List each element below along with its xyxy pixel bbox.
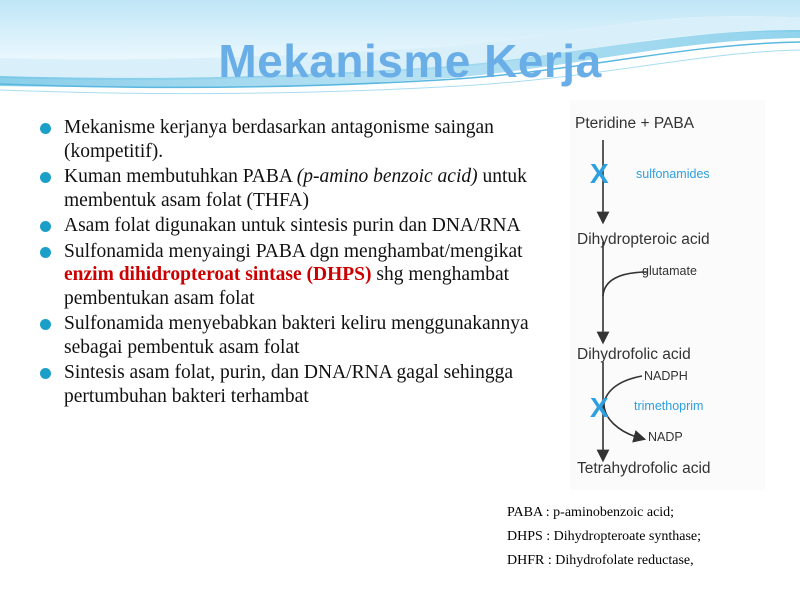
bullet-text: Kuman membutuhkan PABA — [64, 166, 297, 187]
bullet-dot-icon — [40, 123, 51, 134]
bullet-dot-icon — [40, 319, 51, 330]
sulfonamides-label: sulfonamides — [636, 167, 710, 181]
bullet-text: (p-amino benzoic acid) — [296, 166, 478, 187]
nadp-label: NADP — [648, 430, 683, 444]
dihydrofolic-acid-label: Dihydrofolic acid — [577, 346, 691, 363]
bullet-dot-icon — [40, 247, 51, 258]
nadph-label: NADPH — [644, 369, 688, 383]
tetrahydrofolic-acid-label: Tetrahydrofolic acid — [577, 460, 711, 477]
abbreviation-legend — [507, 505, 701, 577]
legend-dhps: DHPS : Dihydropteroate synthase; — [507, 529, 702, 544]
bullet-item — [38, 165, 543, 212]
pteridine-paba-label: Pteridine + PABA — [575, 115, 695, 132]
folate-pathway-diagram — [570, 100, 765, 490]
bullet-dot-icon — [40, 221, 51, 232]
bullet-text: Mekanisme kerjanya berdasarkan antagonisme saingan (kompetitif). — [64, 117, 494, 162]
bullet-item — [38, 312, 543, 359]
dihydropteroic-acid-label: Dihydropteroic acid — [577, 231, 710, 248]
bullet-list — [38, 116, 543, 410]
bullet-dot-icon — [40, 368, 51, 379]
bullet-item — [38, 240, 543, 311]
bullet-text: untuk membentuk asam folat (THFA) — [64, 166, 527, 211]
bullet-text: enzim dihidropteroat sintase (DHPS) — [64, 264, 372, 285]
legend-dhfr: DHFR : Dihydrofolate reductase, — [507, 553, 694, 568]
bullet-item — [38, 361, 543, 408]
block-x-icon-2: X — [590, 392, 609, 423]
bullet-text: Sulfonamida menyaingi PABA dgn menghambat/mengikat — [64, 240, 523, 262]
glutamate-label: glutamate — [642, 264, 697, 278]
bullet-text: Sulfonamida menyebabkan bakteri keliru menggunakannya sebagai pembentuk asam folat — [64, 313, 529, 358]
bullet-item — [38, 214, 543, 238]
legend-paba: PABA : p-aminobenzoic acid; — [507, 505, 675, 520]
bullet-text: Asam folat digunakan untuk sintesis purin dan DNA/RNA — [64, 215, 521, 236]
bullet-text: shg menghambat pembentukan asam folat — [64, 264, 510, 309]
bullet-item — [38, 116, 543, 163]
slide-title: Mekanisme Kerja — [218, 35, 602, 87]
bullet-text: Sintesis asam folat, purin, dan DNA/RNA gagal sehingga pertumbuhan bakteri terhambat — [64, 362, 513, 407]
trimethoprim-label: trimethoprim — [634, 399, 704, 413]
block-x-icon-1: X — [590, 158, 609, 189]
bullet-dot-icon — [40, 172, 51, 183]
